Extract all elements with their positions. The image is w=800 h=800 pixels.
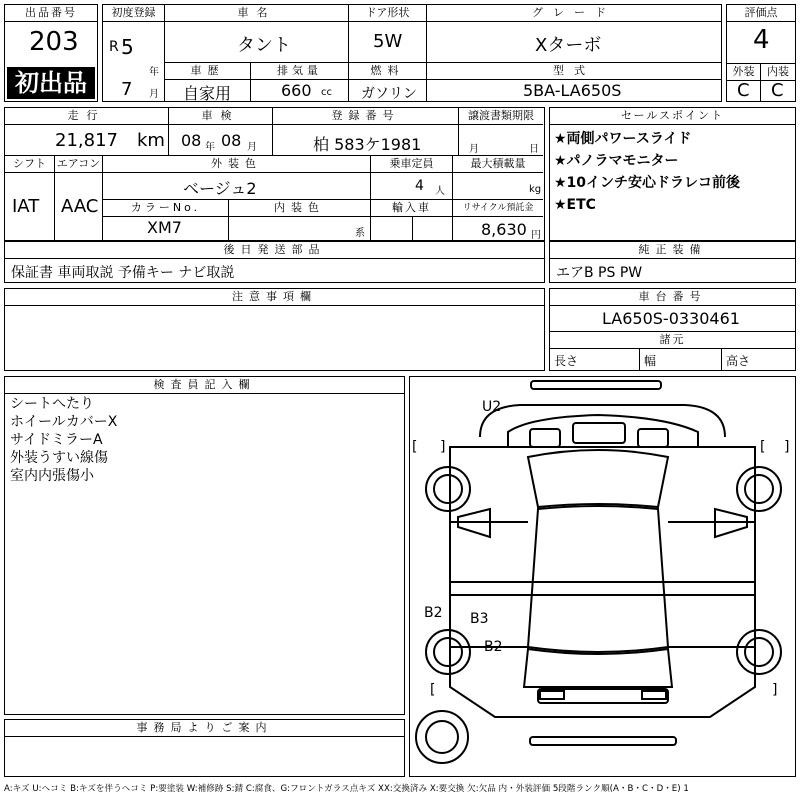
reg-year: 5 [121, 35, 134, 59]
car-name-cell [165, 5, 349, 63]
wheel-rear-left-inner [434, 638, 462, 666]
bracket-right-3: ] [772, 682, 778, 698]
width-label: 幅 [644, 354, 657, 368]
load-unit: kg [529, 184, 542, 195]
model-cell [427, 63, 721, 101]
rear-plate-left [540, 691, 564, 699]
grille-right [638, 429, 668, 447]
color-cell [103, 156, 371, 200]
import-cell [371, 200, 453, 240]
genuine-equipment-value: エアB PS PW [556, 265, 643, 281]
mileage: 21,817 [55, 130, 118, 151]
first-listing-badge: 初出品 [7, 67, 95, 99]
spare-wheel-inner [426, 721, 458, 753]
sales-point-item: ★ETC [554, 197, 596, 213]
lot-number-box [4, 4, 98, 102]
ac-cell [55, 156, 103, 240]
recycle-label: リサイクル預託金 [453, 200, 543, 217]
later-parts-title: 後日発送部品 [5, 242, 544, 259]
height-label: 高さ [726, 354, 751, 368]
inspector-notes [10, 395, 117, 485]
inspector-note-line: サイドミラーA [10, 432, 103, 448]
spare-wheel [416, 711, 468, 763]
load-label: 最大積載量 [453, 156, 543, 173]
fuel-label: 燃料 [349, 63, 426, 80]
mileage-unit: km [137, 130, 165, 151]
plate-number: 柏 583ケ1981 [313, 135, 422, 154]
transfer-cell [459, 108, 543, 156]
inspection-year: 08 [181, 131, 202, 150]
legend: A:キズ U:ヘコミ B:キズを伴うヘコミ P:要塗装 W:補修跡 S:錆 C:腐食、G:フロントガラス点キズ XX:交換済み X:要交換 欠:欠品 内・外装評価 5段階ランク順(A・B・C・D・E) 1 [4, 784, 689, 794]
history-cell [165, 63, 251, 101]
damage-mark-b3: B3 [470, 611, 489, 627]
exterior-color: ベージュ2 [183, 179, 257, 198]
mileage-cell [5, 108, 169, 156]
grade-cell [427, 5, 721, 63]
length-cell [550, 348, 640, 370]
rear-plate-right [642, 691, 666, 699]
bracket-right-2: ] [784, 439, 790, 455]
vehicle-details-table [4, 107, 545, 241]
sales-point-item: ★10インチ安心ドラレコ前後 [554, 175, 741, 191]
grade: Xターボ [535, 35, 602, 56]
import-divider [371, 216, 413, 240]
car-name: タント [237, 35, 291, 56]
rear-bottom-bar [530, 737, 676, 745]
chassis-box [549, 288, 796, 371]
color-number: XM7 [147, 218, 182, 237]
wheel-front-left-inner [434, 475, 462, 503]
fuel-cell [349, 63, 427, 101]
car-diagram [410, 377, 795, 776]
displacement-label: 排気量 [251, 63, 348, 80]
car-name-label: 車名 [165, 5, 348, 22]
fuel: ガソリン [361, 86, 417, 102]
displacement-unit: cc [321, 87, 332, 98]
damage-mark-b2-rear: B2 [484, 639, 503, 655]
wheel-rear-right-inner [745, 638, 773, 666]
wheel-rear-right [737, 630, 781, 674]
later-parts-value: 保証書 車両取説 予備キー ナビ取説 [11, 265, 235, 281]
header-table [102, 4, 722, 102]
load-cell [453, 156, 543, 200]
capacity-cell [371, 156, 453, 200]
inspector-box [4, 376, 405, 715]
recycle-unit: 円 [531, 230, 541, 241]
interior-color-cell [229, 200, 371, 240]
plate-cell [273, 108, 459, 156]
score-label: 評価点 [727, 5, 795, 22]
history: 自家用 [183, 84, 232, 103]
transfer-month-unit: 月 [469, 144, 479, 155]
interior-grade: C [771, 80, 784, 101]
wheel-front-left [426, 467, 470, 511]
month-unit: 月 [149, 89, 159, 100]
grille-left [530, 429, 560, 447]
interior-color-unit: 系 [355, 228, 365, 239]
door-cell [349, 5, 427, 63]
office-box [4, 719, 405, 777]
windshield [528, 450, 668, 507]
recycle-cell [453, 200, 543, 240]
interior-color-label: 内装色 [229, 200, 370, 217]
sales-points-box [549, 107, 796, 241]
genuine-equipment-box [549, 241, 796, 283]
wheel-front-right-inner [745, 475, 773, 503]
model: 5BA-LA650S [523, 81, 622, 100]
front-body [480, 405, 725, 437]
recycle-fee: 8,630 [481, 220, 527, 239]
shift-cell [5, 156, 55, 240]
length-label: 長さ [554, 354, 579, 368]
lot-number-label: 出品番号 [5, 5, 97, 22]
displacement-cell [251, 63, 349, 101]
exterior-grade: C [737, 80, 750, 101]
door-type: 5W [373, 31, 403, 52]
bracket-left-2: [ [760, 439, 766, 455]
transfer-label: 譲渡書類期限 [459, 108, 543, 125]
chassis-number: LA650S-0330461 [602, 309, 740, 328]
notes-box [4, 288, 545, 371]
front-bumper-bar [531, 381, 661, 389]
color-no-label: カラーNo. [103, 200, 228, 217]
first-reg-label: 初度登録 [103, 5, 164, 22]
roof [528, 506, 668, 652]
sales-point-item: ★パノラマモニター [554, 153, 679, 169]
exterior-grade-cell [727, 63, 761, 101]
damage-mark-u2: U2 [482, 399, 502, 415]
sales-points-list [554, 128, 740, 216]
wheel-rear-left [426, 630, 470, 674]
genuine-equipment-title: 純正装備 [550, 242, 795, 259]
sales-points-title: セールスポイント [550, 108, 795, 125]
era: R [109, 39, 119, 55]
year-unit: 年 [149, 67, 159, 78]
inspector-note-line: シートへたり [10, 396, 94, 412]
inspector-note-line: 外装うすい線傷 [10, 450, 108, 466]
shift-label: シフト [5, 156, 54, 173]
inspector-title: 検査員記入欄 [5, 377, 404, 394]
ac: AAC [61, 196, 99, 217]
inspection-cell [169, 108, 273, 156]
color-label: 外装色 [103, 156, 370, 173]
wheel-front-right [737, 467, 781, 511]
inspection-label: 車検 [169, 108, 272, 125]
door-label: ドア形状 [349, 5, 426, 22]
lot-number: 203 [29, 27, 79, 57]
chassis-title: 車台番号 [550, 289, 795, 306]
color-no-cell [103, 200, 229, 240]
rear-window [524, 649, 672, 687]
grille-center [573, 423, 625, 443]
displacement: 660 [281, 81, 312, 100]
inspector-note-line: 室内内張傷小 [10, 468, 94, 484]
damage-mark-b2-left: B2 [424, 605, 443, 621]
car-diagram-box [409, 376, 796, 777]
later-parts-box [4, 241, 545, 283]
score-box [726, 4, 796, 102]
model-label: 型式 [427, 63, 721, 80]
first-reg-cell [103, 5, 165, 101]
capacity: 4 [415, 178, 424, 194]
notes-title: 注意事項欄 [5, 289, 544, 306]
bracket-left-3: [ [430, 682, 436, 698]
height-cell [722, 348, 795, 370]
score: 4 [753, 25, 770, 55]
shift: IAT [12, 196, 40, 217]
sales-point-item: ★両側パワースライド [554, 131, 692, 147]
interior-grade-cell [761, 63, 795, 101]
bracket-right-1: ] [440, 439, 446, 455]
transfer-day-unit: 日 [529, 144, 539, 155]
exterior-label: 外装 [727, 64, 760, 81]
capacity-label: 乗車定員 [371, 156, 452, 173]
inspection-year-unit: 年 [205, 142, 215, 153]
spec-title: 諸元 [550, 331, 795, 349]
history-label: 車歴 [165, 63, 250, 80]
ac-label: エアコン [55, 156, 102, 173]
grade-label: グレード [427, 5, 721, 22]
bracket-left-1: [ [412, 439, 418, 455]
inspection-month: 08 [221, 131, 242, 150]
reg-month: 7 [121, 79, 133, 100]
office-title: 事務局よりご案内 [5, 720, 404, 737]
inspector-note-line: ホイールカバーX [10, 414, 118, 430]
inspection-month-unit: 月 [247, 142, 257, 153]
width-cell [640, 348, 722, 370]
plate-label: 登録番号 [273, 108, 458, 125]
import-label: 輸入車 [371, 200, 452, 217]
capacity-unit: 人 [435, 186, 445, 197]
mileage-label: 走行 [5, 108, 168, 125]
interior-label: 内装 [761, 64, 795, 81]
